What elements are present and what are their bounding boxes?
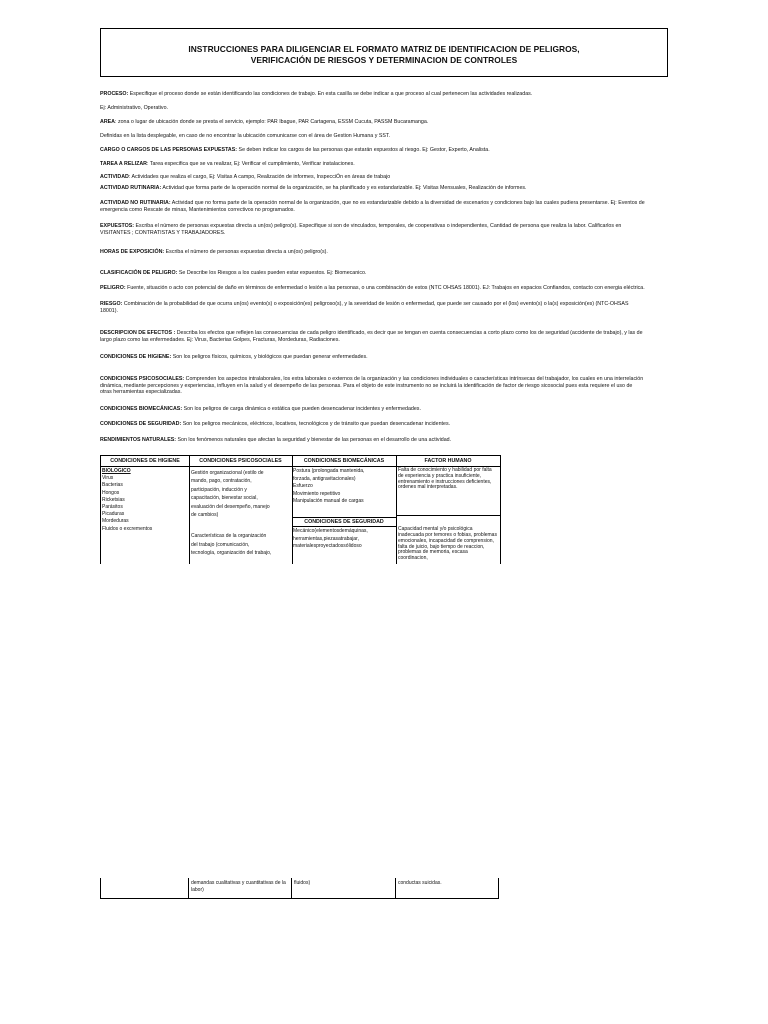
higiene-item: Fluidos o excrementos bbox=[102, 525, 153, 532]
factor-humano-text-a: Falta de conocimiento y habilidad por falta de experiencia y practica insuficiente, entrenamiento e instrucciones deficientes, ordenes mal interpretadas. bbox=[398, 467, 492, 491]
paragraph-rendimientos-naturales: RENDIMIENTOS NATURALES: Son los fenómenos naturales que afectan la seguridad y bienestar de las personas en el desarrollo de una actividad. bbox=[100, 437, 452, 443]
psicosocial-item: evaluación del desempeño, manejo bbox=[191, 503, 270, 510]
paragraph-condiciones-psicosociales: CONDICIONES PSICOSOCIALES: Comprenden los aspectos intralaborales, los extra laborales o externos de la organización y las condiciones individuales o características intrínsecas del trabajador, los cuales en una interrelación dinámica, mediante percepciones y experiencias, influyen en la salud y el desempeño de las personas. Para el objeto de este instrumento no se incluirá la identificación de factor de riesgo sicosocial pues esta requiere el uso de otras herramientas especializadas. bbox=[100, 376, 644, 396]
column-factor-humano bbox=[396, 455, 500, 564]
psicosocial-item: Características de la organización bbox=[191, 533, 267, 540]
paragraph-descripcion-efectos: DESCRIPCION DE EFECTOS : Describa los efectos que reflejen las consecuencias de cada peligro identificado, es decir que se tengan en cuenta consecuencias a corto plazo como los de seguridad (accidente de trabajo), y las de largo plazo como las enfermedades. Ej: Virus, Bacterias Golpes, Fracturas, Mordeduras, Radiaciones. bbox=[100, 330, 643, 343]
paragraph-cargos: CARGO O CARGOS DE LAS PERSONAS EXPUESTAS: Se deben indicar los cargos de las personas que estarán expuestos al riesgo. Ej: Gestor, Experto, Analista. bbox=[100, 147, 490, 153]
psicosociales-list-b bbox=[189, 530, 292, 557]
column-psicosociales bbox=[189, 455, 293, 564]
paragraph-proceso: PROCESO: Especifique el proceso donde se están identificando las condiciones de trabajo. En esta casilla se debe indicar a que proceso al cual pertenecen las actividades realizadas. bbox=[100, 91, 533, 97]
document-title-line-2: VERIFICACIÓN DE RIESGOS Y DETERMINACION DE CONTROLES bbox=[250, 55, 518, 65]
subheader-condiciones-seguridad: CONDICIONES DE SEGURIDAD bbox=[292, 517, 396, 527]
column-header-factor-humano: FACTOR HUMANO bbox=[396, 455, 500, 467]
paragraph-condiciones-higiene: CONDICIONES DE HIGIENE: Son los peligros físicos, químicos, y biológicos que puedan generar enfermedades. bbox=[100, 354, 368, 360]
higiene-item: Picaduras bbox=[102, 511, 125, 518]
paragraph-area: AREA: zona o lugar de ubicación donde se presta el servicio, ejemplo: PAR Ibague, PAR Cartagena, ESSM Cucuta, PASSM Bucaramanga. bbox=[100, 119, 429, 125]
higiene-item: Mordeduras bbox=[102, 518, 129, 525]
paragraph-condiciones-biomecanicas: CONDICIONES BIOMECÁNICAS: Son los peligros de carga dinámica o estática que pueden desencadenar incidentes y enfermedades. bbox=[100, 406, 421, 412]
seguridad-item: Mecánico(elementosdemáquinas, bbox=[293, 527, 368, 534]
higiene-list bbox=[101, 467, 189, 533]
seguridad-item: materialesproyectadossólidoso bbox=[293, 543, 362, 550]
psicosocial-item: Gestión organizacional (estilo de bbox=[191, 470, 264, 476]
paragraph-actividad-rutinaria: ACTIVIDAD RUTINARIA: Actividad que forma parte de la operación normal de la organización, se ha planificado y es estandarizable. Ej: Visitas Mensuales, Realización de informes. bbox=[100, 185, 527, 191]
higiene-item: Hongos bbox=[102, 489, 120, 496]
psicosociales-list-a bbox=[189, 467, 292, 519]
biomecanica-item: Esfuerzo bbox=[293, 483, 313, 490]
paragraph-actividad-no-rutinaria: ACTIVIDAD NO RUTINARIA: Actividad que no forma parte de la operación normal de la organización, que no es estandarizable debido a la diversidad de escenarios y condiciones bajo las cuales pudiera presentarse. Ej: Eventos de emergencia como Rescate de minas, Mantenimientos correctivos no programados. bbox=[100, 200, 645, 213]
column-header-higiene: CONDICIONES DE HIGIENE bbox=[101, 455, 189, 467]
psicosocial-item: del trabajo (comunicación, bbox=[191, 541, 250, 548]
column-higiene bbox=[101, 455, 190, 564]
tail-cell-psicosociales: demandas cualitativas y cuantitativas de la labor) bbox=[189, 878, 292, 898]
hazard-classification-table bbox=[100, 455, 501, 564]
biomecanica-item: Manipulación manual de cargas bbox=[293, 498, 364, 505]
higiene-item: Bacterias bbox=[102, 482, 123, 489]
psicosocial-item: mando, pago, contratación, bbox=[191, 478, 252, 485]
column-header-psicosociales: CONDICIONES PSICOSOCIALES bbox=[189, 455, 292, 467]
higiene-item: Virus bbox=[102, 475, 114, 482]
paragraph-horas-exposicion: HORAS DE EXPOSICIÓN: Escriba el número de personas expuestas directa a un(os) peligro(s). bbox=[100, 249, 328, 255]
biomecanicas-list bbox=[292, 467, 396, 506]
seguridad-item: herramientas,piezasatrabajar, bbox=[293, 535, 359, 542]
document-title-box bbox=[100, 28, 668, 77]
paragraph-peligro: PELIGRO: Fuente, situación o acto con potencial de daño en términos de enfermedad o lesión a las personas, o una combinación de estos (NTC OHSAS 18001). EJ: Trabajos en espacios Confiandos, contacto con energia eléctrica. bbox=[100, 285, 645, 291]
paragraph-expuestos: EXPUESTOS: Escriba el número de personas expuestas directa a un(os) peligro(s). Especifique si son de vinculados, temporales, de cooperativas o independientes, Cantidad de persona que realiza la labor. Calificarlos en VISITANTES ; CONTRATISTAS Y TRABAJADORES. bbox=[100, 223, 622, 236]
paragraph-clasificacion-peligro: CLASIFICACIÓN DE PELIGRO: Se Describe los Riesgos a los cuales pueden estar expuestos. Ej: Biomecanico. bbox=[100, 270, 367, 276]
tail-cell-higiene bbox=[101, 878, 189, 898]
higiene-item: BIOLOGICO bbox=[102, 468, 131, 474]
column-header-biomecanicas: CONDICIONES BIOMECÁNICAS bbox=[292, 455, 396, 467]
table-continuation-row bbox=[100, 878, 499, 899]
biomecanica-item: Postura (prolongada mantenida, bbox=[293, 468, 365, 474]
paragraph-tarea: TAREA A RELIZAR: Tarea especifica que se va realizar, Ej: Verificar el cumplimiento, Verificar instalaciones. bbox=[100, 161, 355, 167]
psicosocial-item: tecnología, organización del trabajo, bbox=[191, 550, 272, 557]
paragraph-area-note: Definidas en la lista desplegable, en caso de no encontrar la ubicación comunicarse con el área de Gestion Humana y SST. bbox=[100, 133, 391, 139]
paragraph-condiciones-seguridad: CONDICIONES DE SEGURIDAD: Son los peligros mecánicos, eléctricos, locativos, tecnológicos y de tránsito que puedan desencadenar incidentes. bbox=[100, 421, 451, 427]
factor-humano-text-b: Capacidad mental y/o psicológica inadecuada por temores o fobias, problemas emocionales, incapacidad de comprension, falta de juicio, bajo tiempo de reaccion, problemas de memoria, escasa coordinacion, bbox=[396, 515, 500, 562]
seguridad-list bbox=[292, 527, 396, 551]
higiene-item: Ricketsias bbox=[102, 496, 125, 503]
paragraph-actividad: ACTIVIDAD: Actividades que realiza el cargo, Ej: Visitas A campo, Realización de informes, InspecciÓn en áreas de trabajo bbox=[100, 174, 391, 180]
tail-cell-factor-humano: conductas suicidas. bbox=[398, 880, 442, 886]
paragraph-riesgo: RIESGO: Combinación de la probabilidad de que ocurra un(os) evento(s) o exposición(es) peligroso(s), y la severidad de lesión o enfermedad, que puede ser causado por el (los) evento(s) o la(s) exposición(es) (NTC-OHSAS 18001). bbox=[100, 301, 629, 314]
psicosocial-item: participación, inducción y bbox=[191, 486, 247, 493]
tail-cell-biomecanicas: fluidos) bbox=[292, 878, 396, 898]
psicosocial-item: capacitación, bienestar social, bbox=[191, 495, 258, 502]
column-biomecanicas bbox=[292, 455, 397, 564]
higiene-item: Parásitos bbox=[102, 504, 123, 511]
biomecanica-item: Movimiento repetitivo bbox=[293, 490, 341, 497]
psicosocial-item: de cambios) bbox=[191, 512, 219, 519]
paragraph-proceso-example: Ej: Administrativo, Operativo. bbox=[100, 105, 169, 111]
biomecanica-item: forzada, antigravitacionales) bbox=[293, 475, 356, 482]
document-title-line-1: INSTRUCCIONES PARA DILIGENCIAR EL FORMATO MATRIZ DE IDENTIFICACION DE PELIGROS, bbox=[188, 44, 580, 54]
